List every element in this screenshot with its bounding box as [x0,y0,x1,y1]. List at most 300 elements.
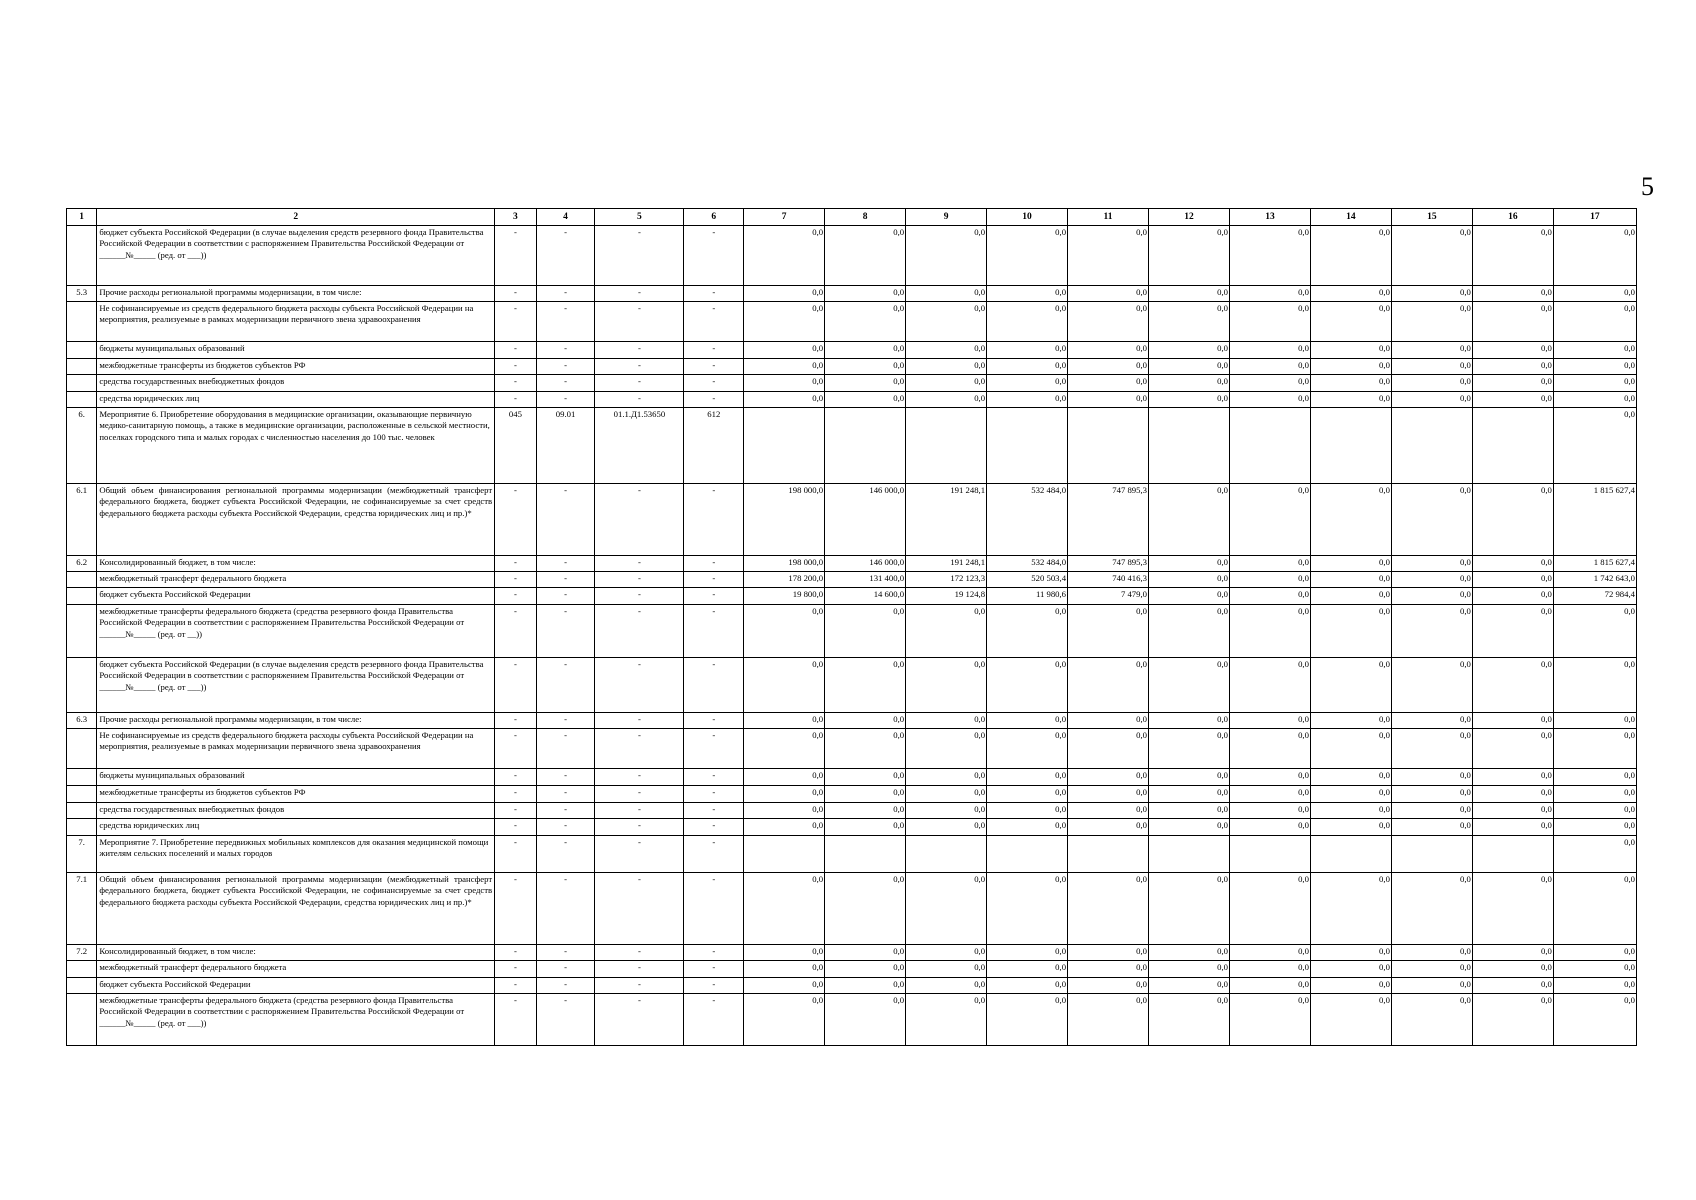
value-cell: 0,0 [1391,786,1472,803]
value-cell: 0,0 [1229,302,1310,342]
value-cell: 0,0 [1553,302,1636,342]
value-cell: 0,0 [1068,342,1149,359]
code-cell: - [595,836,684,873]
code-cell: - [495,873,537,945]
value-cell: 0,0 [1391,769,1472,786]
value-cell: 0,0 [1229,713,1310,729]
value-cell: 0,0 [825,769,906,786]
value-cell: 0,0 [1310,572,1391,588]
value-cell: 0,0 [825,994,906,1046]
code-cell: - [684,769,744,786]
row-number [67,392,97,408]
value-cell: 0,0 [1553,769,1636,786]
value-cell: 131 400,0 [825,572,906,588]
row-description: Не софинансируемые из средств федерального бюджета расходы субъекта Российской Федерации на мероприятия, реализуемые в рамках модернизации первичного звена здравоохранения [97,729,495,769]
code-cell: - [536,786,595,803]
code-cell: - [495,994,537,1046]
value-cell: 0,0 [825,226,906,286]
code-cell: - [536,588,595,605]
value-cell: 0,0 [1149,605,1230,658]
value-cell: 0,0 [1229,873,1310,945]
code-cell: 09.01 [536,408,595,484]
value-cell: 0,0 [1229,729,1310,769]
value-cell: 0,0 [1553,605,1636,658]
value-cell: 0,0 [906,803,987,819]
value-cell: 0,0 [744,786,825,803]
value-cell: 178 200,0 [744,572,825,588]
row-description: средства государственных внебюджетных фондов [97,375,495,392]
header-cell: 6 [684,209,744,226]
value-cell: 0,0 [987,945,1068,961]
value-cell: 0,0 [1472,392,1553,408]
value-cell: 0,0 [1229,226,1310,286]
code-cell: - [684,605,744,658]
value-cell [987,836,1068,873]
value-cell: 0,0 [906,392,987,408]
row-description: бюджет субъекта Российской Федерации [97,978,495,994]
table-row [67,359,1637,375]
value-cell: 0,0 [1310,359,1391,375]
code-cell: - [536,945,595,961]
value-cell: 0,0 [1553,836,1636,873]
value-cell: 0,0 [1391,342,1472,359]
value-cell: 0,0 [744,658,825,713]
value-cell: 747 895,3 [1068,484,1149,556]
row-description: Консолидированный бюджет, в том числе: [97,945,495,961]
header-cell: 1 [67,209,97,226]
value-cell: 0,0 [1472,359,1553,375]
value-cell: 0,0 [1553,978,1636,994]
header-cell: 12 [1149,209,1230,226]
code-cell: - [536,605,595,658]
value-cell: 0,0 [744,961,825,978]
table-row [67,803,1637,819]
value-cell: 198 000,0 [744,556,825,572]
code-cell: - [536,572,595,588]
value-cell [1391,408,1472,484]
value-cell: 0,0 [906,286,987,302]
value-cell: 0,0 [825,873,906,945]
value-cell: 146 000,0 [825,556,906,572]
row-number [67,786,97,803]
code-cell: - [595,572,684,588]
code-cell: 01.1.Д1.53650 [595,408,684,484]
code-cell: - [495,729,537,769]
value-cell: 0,0 [906,873,987,945]
value-cell: 0,0 [987,302,1068,342]
code-cell: - [595,713,684,729]
code-cell: - [595,605,684,658]
code-cell: - [595,392,684,408]
value-cell: 0,0 [744,729,825,769]
value-cell [906,836,987,873]
code-cell: - [536,819,595,836]
code-cell: - [684,556,744,572]
code-cell: - [495,836,537,873]
value-cell: 0,0 [1068,605,1149,658]
code-cell: - [595,873,684,945]
row-number [67,572,97,588]
table-row [67,392,1637,408]
value-cell: 0,0 [1391,658,1472,713]
value-cell: 0,0 [1229,605,1310,658]
value-cell: 0,0 [987,729,1068,769]
row-description: Общий объем финансирования региональной программы модернизации (межбюджетный трансферт федерального бюджета, бюджет субъекта Российской Федерации, не софинансируемые за счет средств федерального бюджета расходы субъекта Российской Федерации, средства юридических лиц и пр.)* [97,484,495,556]
header-cell: 7 [744,209,825,226]
value-cell: 0,0 [1229,392,1310,408]
header-cell: 2 [97,209,495,226]
value-cell: 0,0 [906,729,987,769]
value-cell: 0,0 [1472,572,1553,588]
value-cell: 0,0 [987,226,1068,286]
value-cell: 0,0 [1310,484,1391,556]
value-cell [987,408,1068,484]
row-number [67,978,97,994]
value-cell: 0,0 [1391,819,1472,836]
value-cell: 0,0 [744,359,825,375]
value-cell: 0,0 [1149,484,1230,556]
value-cell: 0,0 [1229,342,1310,359]
row-description: Не софинансируемые из средств федерального бюджета расходы субъекта Российской Федерации на мероприятия, реализуемые в рамках модернизации первичного звена здравоохранения [97,302,495,342]
value-cell: 0,0 [1068,873,1149,945]
value-cell: 146 000,0 [825,484,906,556]
value-cell: 0,0 [1553,713,1636,729]
code-cell: - [595,945,684,961]
code-cell: - [536,961,595,978]
row-number [67,994,97,1046]
value-cell: 0,0 [1229,588,1310,605]
value-cell: 0,0 [1391,713,1472,729]
page-number: 5 [1641,172,1654,201]
value-cell: 0,0 [906,342,987,359]
header-cell: 17 [1553,209,1636,226]
value-cell: 0,0 [744,375,825,392]
code-cell: - [684,713,744,729]
value-cell: 0,0 [825,302,906,342]
table-row [67,713,1637,729]
code-cell: - [684,392,744,408]
code-cell: - [495,302,537,342]
code-cell: - [495,375,537,392]
value-cell [825,408,906,484]
row-number [67,605,97,658]
value-cell: 0,0 [744,978,825,994]
code-cell: - [495,819,537,836]
table-row [67,605,1637,658]
value-cell: 0,0 [987,359,1068,375]
code-cell: - [536,729,595,769]
value-cell: 0,0 [906,961,987,978]
code-cell: 612 [684,408,744,484]
row-number: 6.2 [67,556,97,572]
code-cell: - [536,226,595,286]
value-cell: 0,0 [1391,302,1472,342]
value-cell: 0,0 [1553,729,1636,769]
code-cell: - [684,803,744,819]
value-cell: 0,0 [1391,286,1472,302]
value-cell: 0,0 [1149,978,1230,994]
table-row [67,375,1637,392]
row-description: межбюджетные трансферты из бюджетов субъектов РФ [97,359,495,375]
value-cell: 0,0 [825,803,906,819]
code-cell: - [595,286,684,302]
value-cell: 0,0 [1068,359,1149,375]
code-cell: - [684,302,744,342]
value-cell: 0,0 [1149,819,1230,836]
code-cell: - [684,729,744,769]
row-description: средства государственных внебюджетных фондов [97,803,495,819]
code-cell: - [536,713,595,729]
code-cell: - [495,769,537,786]
value-cell: 0,0 [1149,658,1230,713]
value-cell [744,408,825,484]
table-row [67,572,1637,588]
value-cell: 0,0 [1149,342,1230,359]
value-cell: 0,0 [1553,359,1636,375]
value-cell: 0,0 [1310,658,1391,713]
table-row [67,873,1637,945]
code-cell: - [595,342,684,359]
code-cell: - [684,658,744,713]
code-cell: - [536,556,595,572]
value-cell: 0,0 [1149,302,1230,342]
value-cell: 0,0 [906,302,987,342]
code-cell: - [495,286,537,302]
header-cell: 15 [1391,209,1472,226]
value-cell: 0,0 [1391,994,1472,1046]
value-cell: 0,0 [1310,978,1391,994]
value-cell: 0,0 [1310,873,1391,945]
value-cell: 0,0 [1229,286,1310,302]
row-description: Мероприятие 7. Приобретение передвижных мобильных комплексов для оказания медицинской помощи жителям сельских поселений и малых городов [97,836,495,873]
value-cell: 520 503,4 [987,572,1068,588]
value-cell: 0,0 [1553,286,1636,302]
value-cell: 0,0 [744,226,825,286]
code-cell: - [536,978,595,994]
value-cell: 0,0 [1472,786,1553,803]
code-cell: - [595,375,684,392]
code-cell: - [595,994,684,1046]
table-row [67,961,1637,978]
table-row [67,819,1637,836]
table-row [67,302,1637,342]
value-cell: 0,0 [1068,769,1149,786]
code-cell: - [495,978,537,994]
value-cell: 0,0 [1310,605,1391,658]
value-cell: 0,0 [825,359,906,375]
row-number [67,961,97,978]
value-cell [744,836,825,873]
value-cell: 0,0 [987,961,1068,978]
value-cell: 0,0 [1391,572,1472,588]
value-cell: 0,0 [1229,994,1310,1046]
table-row [67,408,1637,484]
header-cell: 9 [906,209,987,226]
value-cell: 0,0 [1472,658,1553,713]
value-cell: 0,0 [1149,392,1230,408]
value-cell: 0,0 [1229,359,1310,375]
row-description: межбюджетные трансферты федерального бюджета (средства резервного фонда Правительства Российской Федерации в соответствии с распоряжением Правительства Российской Федерации от ______№_____ (ред. от ___)) [97,994,495,1046]
value-cell: 0,0 [744,286,825,302]
table-row [67,484,1637,556]
value-cell: 0,0 [1229,572,1310,588]
header-cell: 10 [987,209,1068,226]
value-cell: 0,0 [1229,961,1310,978]
row-number: 6.1 [67,484,97,556]
code-cell: - [536,994,595,1046]
row-description: Общий объем финансирования региональной программы модернизации (межбюджетный трансферт федерального бюджета, бюджет субъекта Российской Федерации, не софинансируемые за счет средств федерального бюджета расходы субъекта Российской Федерации, средства юридических лиц и пр.)* [97,873,495,945]
value-cell: 0,0 [1472,588,1553,605]
code-cell: - [495,786,537,803]
value-cell: 0,0 [1310,226,1391,286]
value-cell [825,836,906,873]
code-cell: - [536,359,595,375]
code-cell: - [595,658,684,713]
value-cell: 0,0 [1149,286,1230,302]
value-cell: 0,0 [1068,729,1149,769]
table-row [67,994,1637,1046]
value-cell: 0,0 [1229,658,1310,713]
value-cell: 532 484,0 [987,556,1068,572]
code-cell: - [595,786,684,803]
value-cell: 0,0 [1391,556,1472,572]
value-cell: 0,0 [1310,945,1391,961]
value-cell: 0,0 [987,786,1068,803]
value-cell: 0,0 [1310,729,1391,769]
value-cell: 0,0 [825,713,906,729]
value-cell: 0,0 [744,819,825,836]
value-cell [1391,836,1472,873]
code-cell: - [684,786,744,803]
value-cell: 7 479,0 [1068,588,1149,605]
value-cell: 0,0 [1472,286,1553,302]
value-cell: 0,0 [987,605,1068,658]
value-cell: 0,0 [1391,392,1472,408]
value-cell: 0,0 [1310,994,1391,1046]
value-cell: 0,0 [1553,945,1636,961]
code-cell: - [495,226,537,286]
value-cell: 0,0 [1391,873,1472,945]
row-number: 6. [67,408,97,484]
table-row [67,226,1637,286]
value-cell: 0,0 [1229,803,1310,819]
value-cell: 0,0 [906,994,987,1046]
value-cell: 0,0 [1553,408,1636,484]
row-number [67,342,97,359]
value-cell: 0,0 [825,978,906,994]
value-cell: 0,0 [1391,945,1472,961]
value-cell: 0,0 [1391,803,1472,819]
value-cell: 0,0 [1472,556,1553,572]
code-cell: - [536,392,595,408]
value-cell: 0,0 [987,713,1068,729]
value-cell: 0,0 [987,375,1068,392]
code-cell: - [684,226,744,286]
value-cell: 0,0 [1310,302,1391,342]
table-row [67,286,1637,302]
value-cell: 191 248,1 [906,484,987,556]
value-cell: 0,0 [987,342,1068,359]
value-cell [1229,836,1310,873]
value-cell: 0,0 [1553,786,1636,803]
value-cell: 0,0 [1149,945,1230,961]
value-cell: 0,0 [1068,786,1149,803]
value-cell: 0,0 [1068,819,1149,836]
value-cell: 0,0 [1149,769,1230,786]
value-cell: 0,0 [1310,392,1391,408]
value-cell: 0,0 [1310,786,1391,803]
value-cell: 0,0 [825,786,906,803]
row-number [67,588,97,605]
value-cell: 0,0 [1068,961,1149,978]
row-number: 7.1 [67,873,97,945]
value-cell: 0,0 [1149,994,1230,1046]
value-cell: 0,0 [825,819,906,836]
value-cell: 0,0 [744,713,825,729]
code-cell: - [595,226,684,286]
value-cell: 0,0 [1472,226,1553,286]
value-cell: 1 742 643,0 [1553,572,1636,588]
value-cell: 0,0 [825,286,906,302]
code-cell: - [684,978,744,994]
value-cell: 0,0 [987,978,1068,994]
value-cell: 740 416,3 [1068,572,1149,588]
value-cell: 0,0 [1149,803,1230,819]
value-cell: 0,0 [1391,226,1472,286]
value-cell: 0,0 [906,605,987,658]
value-cell: 0,0 [1149,873,1230,945]
value-cell: 0,0 [825,961,906,978]
value-cell: 0,0 [906,945,987,961]
code-cell: - [495,572,537,588]
code-cell: 045 [495,408,537,484]
row-number [67,302,97,342]
code-cell: - [495,961,537,978]
row-description: Мероприятие 6. Приобретение оборудования в медицинские организации, оказывающие первичную медико-санитарную помощь, а также в медицинские организации, расположенные в сельской местности, поселках городского типа и малых городах с численностью населения до 100 тыс. человек [97,408,495,484]
code-cell: - [684,572,744,588]
code-cell: - [684,945,744,961]
code-cell: - [595,819,684,836]
code-cell: - [536,484,595,556]
value-cell: 0,0 [1229,819,1310,836]
header-cell: 14 [1310,209,1391,226]
code-cell: - [595,484,684,556]
code-cell: - [495,484,537,556]
code-cell: - [595,978,684,994]
value-cell: 0,0 [1229,556,1310,572]
code-cell: - [536,873,595,945]
value-cell: 0,0 [825,945,906,961]
budget-table [66,208,1637,1046]
value-cell: 0,0 [906,359,987,375]
code-cell: - [495,713,537,729]
value-cell: 0,0 [1553,342,1636,359]
value-cell: 0,0 [744,302,825,342]
row-number [67,729,97,769]
value-cell: 0,0 [1149,588,1230,605]
value-cell: 0,0 [825,342,906,359]
value-cell: 0,0 [906,226,987,286]
value-cell: 0,0 [1068,302,1149,342]
value-cell: 0,0 [1068,226,1149,286]
row-number [67,375,97,392]
code-cell: - [595,803,684,819]
value-cell: 0,0 [1310,588,1391,605]
value-cell: 0,0 [1472,961,1553,978]
value-cell: 0,0 [1310,819,1391,836]
value-cell: 0,0 [744,605,825,658]
header-cell: 4 [536,209,595,226]
